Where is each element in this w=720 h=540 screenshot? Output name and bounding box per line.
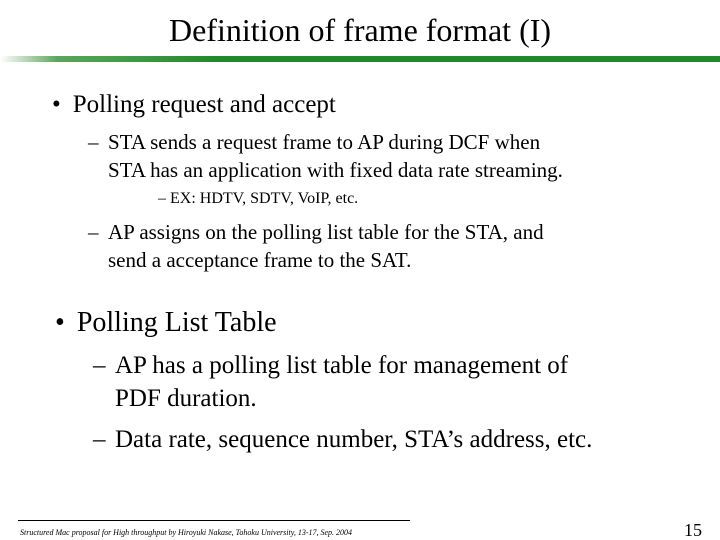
subbullet-sta-request [88, 128, 563, 184]
subbullet-table-fields [93, 423, 592, 456]
bullet-polling-list-table [55, 305, 277, 341]
title-divider [0, 56, 720, 62]
subbullet-ap-table [93, 349, 568, 415]
bullet-text: Polling List Table [76, 307, 277, 338]
slide-title: Definition of frame format (I) [168, 12, 552, 48]
subbullet-text-line2: STA has an application with fixed data rate streaming. [108, 158, 563, 182]
subbullet-text-line1: STA sends a request frame to AP during DCF when [108, 130, 541, 154]
subbullet-text: Data rate, sequence number, STA’s address, etc. [115, 426, 593, 453]
bullet-dot: • [55, 307, 65, 338]
dash-marker: – [88, 220, 99, 244]
footer-credit: Structured Mac proposal for High throughput by Hiroyuki Nakase, Tohoku University, 13-17, Sep. 2004 [20, 528, 353, 537]
subbullet-text-line1: AP has a polling list table for management of [115, 352, 569, 379]
page-number: 15 [684, 520, 702, 540]
footer-divider [18, 520, 410, 521]
subbullet-text-line2: PDF duration. [115, 385, 257, 412]
dash-marker: – [93, 426, 106, 453]
dash-marker: – [88, 130, 99, 154]
subbullet-text-line2: send a acceptance frame to the SAT. [108, 248, 412, 272]
subsubbullet-text: EX: HDTV, SDTV, VoIP, etc. [170, 190, 359, 207]
dash-marker: – [93, 352, 106, 379]
bullet-polling-request [52, 90, 336, 120]
bullet-dot: • [52, 91, 61, 118]
subbullet-text-line1: AP assigns on the polling list table for the STA, and [108, 220, 544, 244]
subsubbullet-examples [158, 188, 358, 210]
subbullet-ap-assigns [88, 218, 544, 274]
dash-marker: – [158, 190, 166, 207]
bullet-text: Polling request and accept [72, 91, 336, 118]
